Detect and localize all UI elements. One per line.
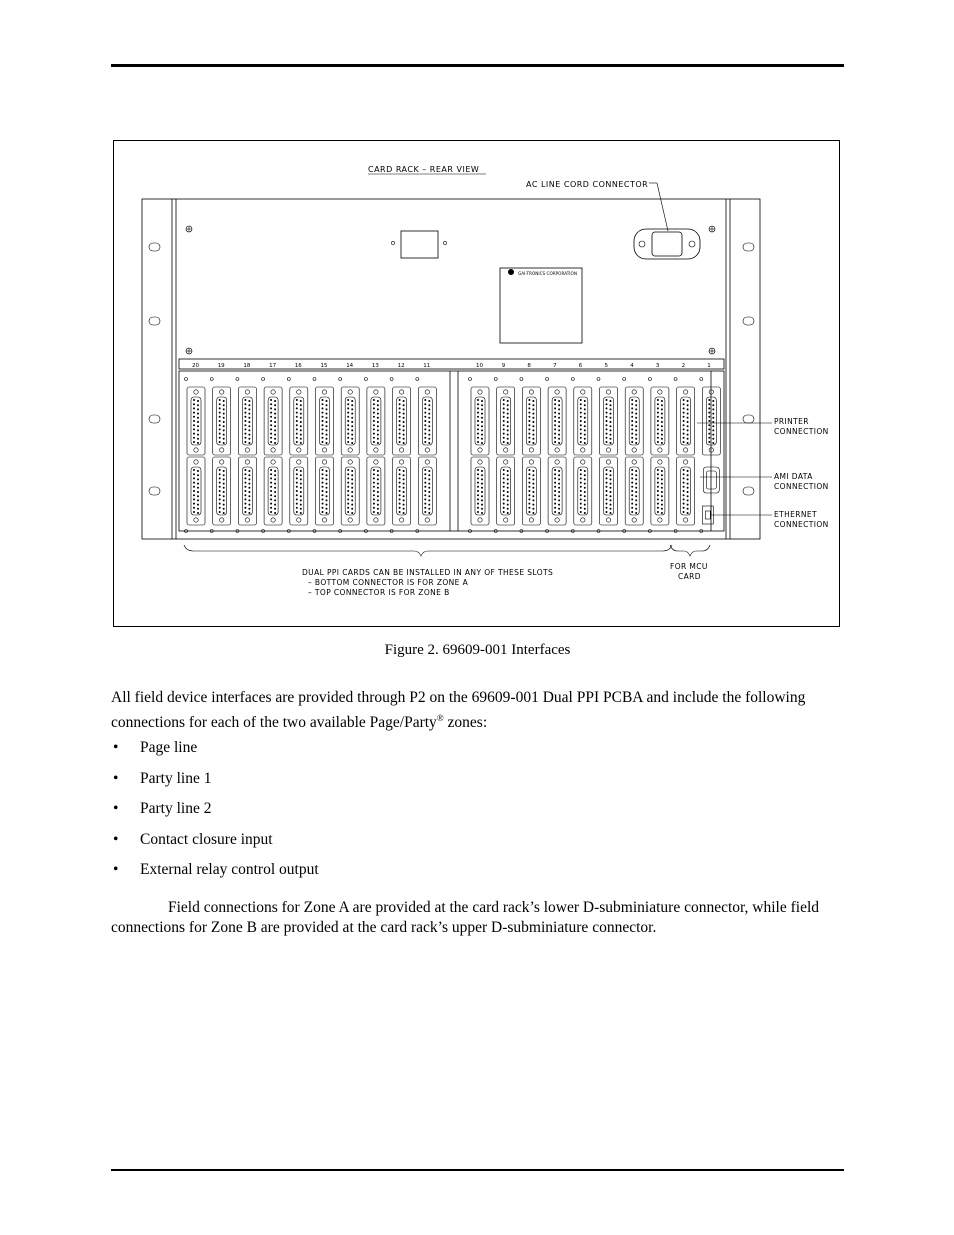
zone-a-connector (290, 457, 308, 525)
screw (709, 348, 715, 354)
ppi-note-line-1: DUAL PPI CARDS CAN BE INSTALLED IN ANY OF THESE SLOTS (302, 568, 554, 577)
slot-number: 20 (192, 363, 199, 369)
diagram-title: CARD RACK – REAR VIEW (368, 165, 480, 174)
zone-a-connector (548, 457, 566, 525)
zone-b-connector (393, 387, 411, 455)
ppi-card-slot (597, 378, 618, 533)
header-rule (111, 64, 844, 67)
zone-b-connector (548, 387, 566, 455)
mounting-hole (743, 243, 754, 251)
ppi-card-slot (674, 378, 695, 533)
printer-connection-label-1: PRINTER (774, 417, 809, 426)
mounting-hole (149, 317, 160, 325)
card-rack-diagram (114, 141, 841, 628)
ethernet-label-2: CONNECTION (774, 520, 829, 529)
slot-number: 13 (371, 363, 379, 369)
zone-a-connector (213, 457, 231, 525)
zone-a-connector (574, 457, 592, 525)
zone-b-connector (264, 387, 282, 455)
slot-number: 14 (346, 363, 354, 369)
zone-a-connector (264, 457, 282, 525)
slot-number: 19 (217, 363, 225, 369)
screw (186, 348, 192, 354)
mcu-card-slot (700, 378, 721, 533)
ami-data-label-1: AMI DATA (774, 472, 813, 481)
mcu-label-2: CARD (678, 572, 701, 581)
zone-a-connector (471, 457, 489, 525)
ppi-card-slot (390, 378, 411, 533)
mounting-hole (149, 415, 160, 423)
list-item: • Party line 2 (113, 800, 212, 817)
ppi-card-slot (210, 378, 231, 533)
mounting-hole (743, 317, 754, 325)
figure-card-rack-rear-view (113, 140, 840, 627)
ami-data-label-2: CONNECTION (774, 482, 829, 491)
ppi-note-line-3: – TOP CONNECTOR IS FOR ZONE B (308, 588, 450, 597)
bullet: • (113, 769, 119, 787)
slot-number: 6 (578, 363, 583, 369)
slot-number: 4 (630, 363, 634, 369)
ppi-note-line-2: – BOTTOM CONNECTOR IS FOR ZONE A (308, 578, 469, 587)
zone-a-connector (418, 457, 436, 525)
slot-numbers (192, 363, 711, 369)
mcu-label-1: FOR MCU (670, 562, 708, 571)
zone-a-connector (367, 457, 385, 525)
bullet: • (113, 800, 119, 817)
ethernet-label-1: ETHERNET (774, 510, 818, 519)
ppi-card-slot (313, 378, 334, 533)
ppi-card-slot (520, 378, 541, 533)
zone-b-connector (187, 387, 205, 455)
zone-a-connector (651, 457, 669, 525)
connection-list (111, 738, 844, 891)
printer-connection-label-2: CONNECTION (774, 427, 829, 436)
bullet: • (113, 739, 119, 756)
zone-b-connector (418, 387, 436, 455)
ppi-card-slot (648, 378, 669, 533)
registered-mark: ® (436, 713, 444, 723)
slot-number: 12 (397, 363, 405, 369)
ppi-card-slot (571, 378, 592, 533)
slot-number: 10 (476, 363, 483, 369)
intro-paragraph (111, 688, 844, 733)
mounting-hole (743, 415, 754, 423)
zone-b-connector (341, 387, 359, 455)
mounting-hole (149, 487, 160, 495)
closing-paragraph: Field connections for Zone A are provided at the card rack’s lower D-subminiature connector, while field connections for Zone B are provided at the card rack’s upper D-subminiature connector. (111, 899, 820, 936)
ppi-card-slot (623, 378, 644, 533)
bullet: • (113, 861, 119, 878)
ppi-card-slot (236, 378, 257, 533)
mounting-hole (743, 487, 754, 495)
screw (186, 226, 192, 232)
list-item: • Contact closure input (113, 830, 273, 848)
slot-number: 7 (553, 363, 557, 369)
slot-number: 9 (501, 363, 506, 369)
zone-b-connector (522, 387, 540, 455)
ppi-card-slot (287, 378, 308, 533)
footer-rule (111, 1169, 844, 1171)
zone-a-connector (522, 457, 540, 525)
slot-number: 8 (527, 363, 531, 369)
figure-caption: Figure 2. 69609-001 Interfaces (384, 642, 571, 658)
zone-b-connector (367, 387, 385, 455)
ac-line-cord-label: AC LINE CORD CONNECTOR (526, 180, 649, 189)
card-slots (185, 378, 721, 533)
bullet: • (113, 830, 119, 848)
list-item: • Page line (113, 739, 198, 756)
zone-a-connector (497, 457, 515, 525)
ppi-card-slot (339, 378, 360, 533)
ppi-card-slot (546, 378, 567, 533)
ppi-card-slot (262, 378, 283, 533)
screw (709, 226, 715, 232)
zone-b-connector (677, 387, 695, 455)
zone-a-connector (677, 457, 695, 525)
ppi-card-slot (364, 378, 385, 533)
ppi-card-slot (185, 378, 206, 533)
zone-b-connector (316, 387, 334, 455)
list-item: • Party line 1 (113, 769, 212, 787)
rack-frame (142, 199, 760, 539)
zone-b-connector (213, 387, 231, 455)
mounting-hole (149, 243, 160, 251)
zone-a-connector (316, 457, 334, 525)
ppi-card-slot (416, 378, 437, 533)
slot-number: 1 (707, 363, 711, 369)
slot-number: 5 (604, 363, 608, 369)
zone-a-connector (341, 457, 359, 525)
slot-number: 18 (243, 363, 251, 369)
list-item: • External relay control output (113, 861, 319, 878)
slot-number: 2 (681, 363, 686, 369)
intro-text-1: All field device interfaces are provided through P2 on the 69609-001 Dual PPI PCBA and include the following connections for each of the two available Page/Party (111, 689, 806, 732)
zone-b-connector (497, 387, 515, 455)
zone-b-connector (471, 387, 489, 455)
slot-number: 17 (269, 363, 277, 369)
intro-text-2: zones: (443, 714, 488, 732)
zone-b-connector (651, 387, 669, 455)
nameplate-text: GAI-TRONICS CORPORATION (518, 271, 577, 276)
zone-b-connector (600, 387, 618, 455)
slot-number: 3 (655, 363, 660, 369)
slot-number: 16 (294, 363, 302, 369)
zone-b-connector (625, 387, 643, 455)
zone-a-connector (187, 457, 205, 525)
zone-a-connector (238, 457, 256, 525)
zone-a-connector (393, 457, 411, 525)
ppi-card-slot (469, 378, 490, 533)
zone-a-connector (600, 457, 618, 525)
zone-a-connector (625, 457, 643, 525)
zone-b-connector (290, 387, 308, 455)
zone-b-connector (574, 387, 592, 455)
zone-b-connector (238, 387, 256, 455)
ppi-card-slot (494, 378, 515, 533)
slot-number: 11 (423, 363, 431, 369)
slot-number: 15 (320, 363, 328, 369)
